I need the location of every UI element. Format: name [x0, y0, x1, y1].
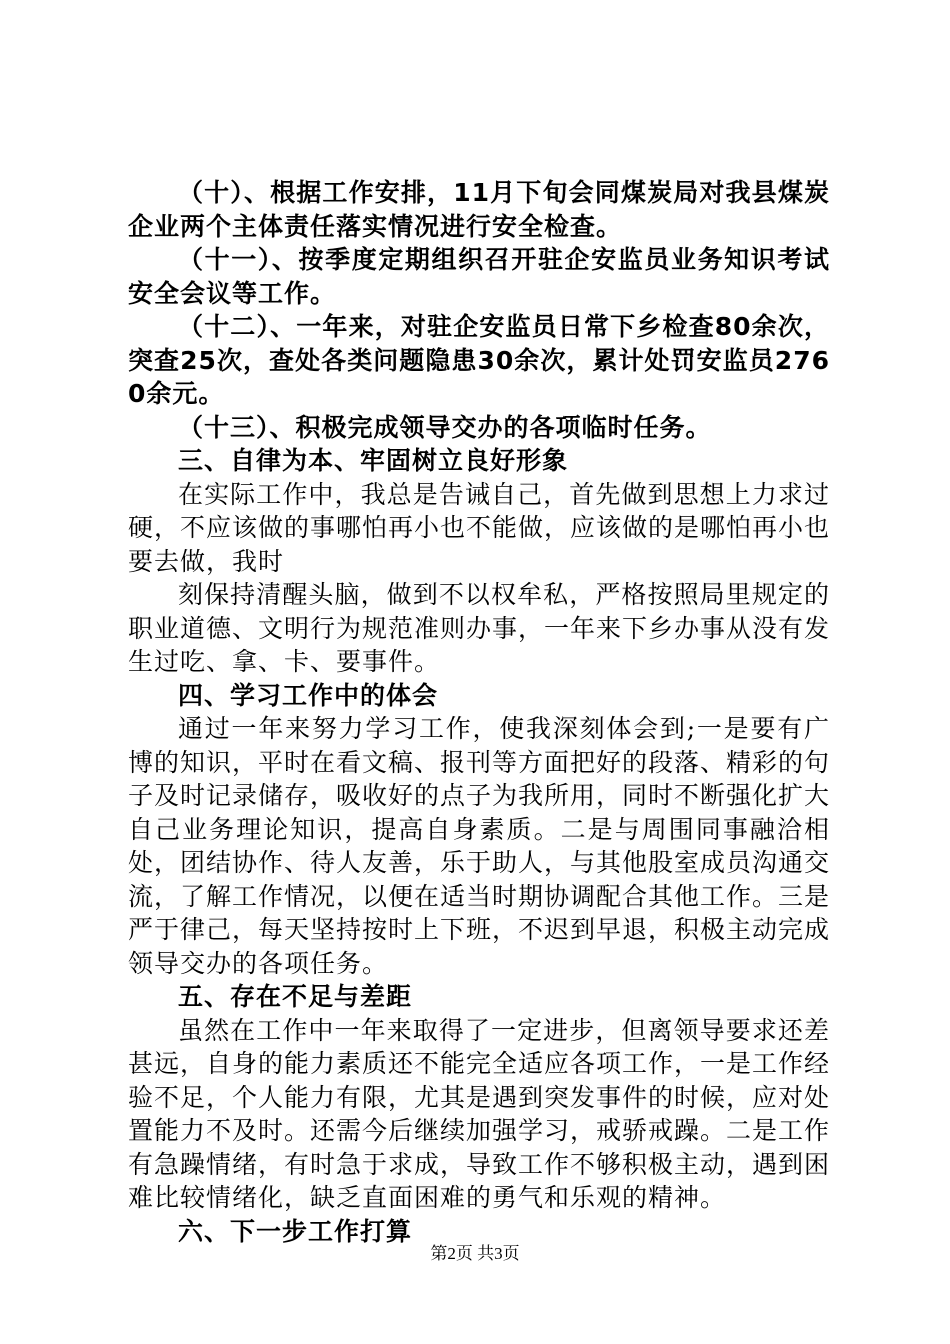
- body-paragraph: 通过一年来努力学习工作，使我深刻体会到;一是要有广博的知识，平时在看文稿、报刊等方面把好的段落、精彩的句子及时记录储存，吸收好的点子为我所用，同时不断强化扩大自己业务理论知识，提高自身素质。二是与周围同事融洽相处，团结协作、待人友善，乐于助人，与其他股室成员沟通交流，了解工作情况，以便在适当时期协调配合其他工作。三是严于律己，每天坚持按时上下班，不迟到早退，积极主动完成领导交办的各项任务。: [128, 714, 831, 978]
- section-heading-5: 五、存在不足与差距: [178, 982, 413, 1011]
- section-heading-3: 三、自律为本、牢固树立良好形象: [178, 446, 569, 475]
- section-heading-6: 六、下一步工作打算: [178, 1216, 413, 1246]
- page-number-footer: 第2页 共3页: [430, 1244, 520, 1263]
- list-item-13: （十三）、积极完成领导交办的各项临时任务。: [178, 412, 712, 442]
- body-paragraph: 在实际工作中，我总是告诫自己，首先做到思想上力求过硬，不应该做的事哪怕再小也不能做，应该做的是哪怕再小也要去做，我时: [128, 479, 831, 576]
- section-heading-4: 四、学习工作中的体会: [178, 680, 439, 710]
- document-body: [128, 176, 830, 1248]
- list-item-10: （十）、根据工作安排，11月下旬会同煤炭局对我县煤炭企业两个主体责任落实情况进行安全检查。: [128, 178, 830, 241]
- body-paragraph: 虽然在工作中一年来取得了一定进步，但离领导要求还差甚远，自身的能力素质还不能完全适应各项工作，一是工作经验不足，个人能力有限，尤其是遇到突发事件的时候，应对处置能力不及时。还需今后继续加强学习，戒骄戒躁。二是工作有急躁情绪，有时急于求成，导致工作不够积极主动，遇到困难比较情绪化，缺乏直面困难的勇气和乐观的精神。: [128, 1015, 831, 1212]
- list-item-11: （十一）、按季度定期组织召开驻企安监员业务知识考试安全会议等工作。: [128, 245, 830, 308]
- body-paragraph: 刻保持清醒头脑，做到不以权牟私，严格按照局里规定的职业道德、文明行为规范准则办事，一年来下乡办事从没有发生过吃、拿、卡、要事件。: [128, 580, 831, 676]
- list-item-12: （十二）、一年来，对驻企安监员日常下乡检查80余次，突查25次，查处各类问题隐患30余次，累计处罚安监员2760余元。: [128, 312, 830, 408]
